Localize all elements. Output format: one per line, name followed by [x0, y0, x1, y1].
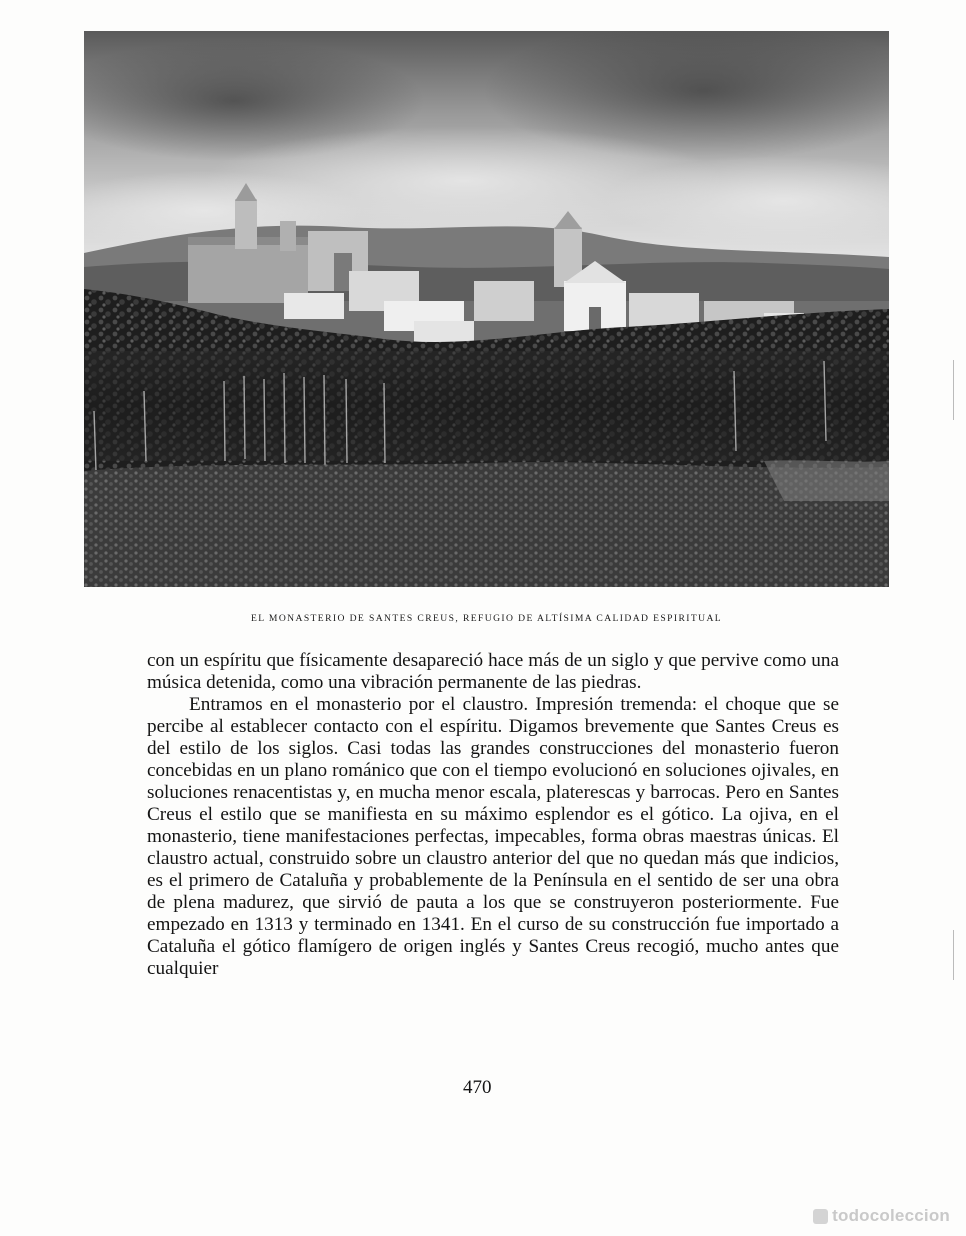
page-edge-mark — [953, 360, 954, 420]
watermark-logo-icon — [813, 1209, 828, 1224]
article-body — [147, 650, 839, 980]
monastery-photograph — [84, 31, 889, 587]
watermark — [813, 1206, 950, 1226]
paragraph-2: Entramos en el monasterio por el claustro. Impresión tremenda: el choque que se percibe al establecer contacto con el espíritu. Digamos brevemente que Santes Creus es del estilo de los siglos. Casi todas las grandes construcciones del monasterio fueron concebidas en un plano románico que con el tiempo evolucionó en soluciones ojivales, en soluciones renacentistas y, en mucha menor escala, platerescas y barrocas. Pero en Santes Creus el estilo que se manifiesta en su máximo esplendor es el gótico. La ojiva, en el monasterio, tiene manifestaciones perfectas, impecables, forma obras maestras únicas. El claustro actual, construido sobre un claustro anterior del que no quedan más que indicios, es el primero de Cataluña y probablemente de la Península en el sentido de ser una obra de plena madurez, que sirvió de pauta a los que se construyeron posteriormente. Fue empezado en 1313 y terminado en 1341. En el curso de su construcción fue importado a Cataluña el gótico flamígero de origen inglés y Santes Creus recogió, mucho antes que cualquier — [147, 694, 839, 979]
page-number: 470 — [463, 1077, 492, 1098]
paragraph-1: con un espíritu que físicamente desapareció hace más de un siglo y que pervive como una música detenida, como una vibración permanente de las piedras. — [147, 650, 839, 693]
photo-caption: EL MONASTERIO DE SANTES CREUS, REFUGIO DE ALTÍSIMA CALIDAD ESPIRITUAL — [250, 613, 723, 624]
page-edge-mark — [953, 930, 954, 980]
watermark-text: todocoleccion — [832, 1206, 950, 1225]
